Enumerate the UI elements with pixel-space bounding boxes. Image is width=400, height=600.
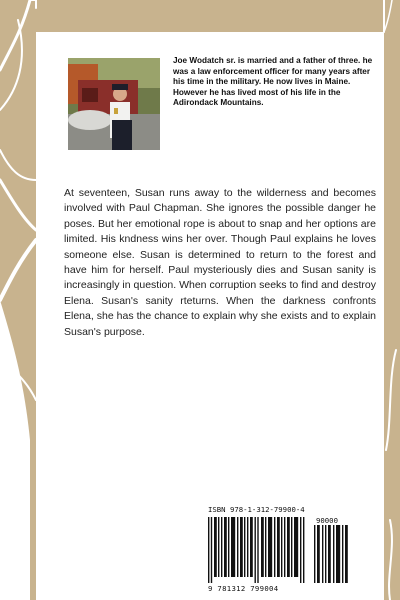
author-bio: Joe Wodatch sr. is married and a father of three. he was a law enforcement officer for many years after his time in the military. He now lives in Maine. However he has lived most of his life in the Adirondack Mountains. — [173, 56, 373, 108]
book-description: At seventeen, Susan runs away to the wilderness and becomes involved with Paul Chapman. She ignores the possible danger he poses. But her emotional rope is about to snap and her options are limited. His kndness wins her over. Though Paul explains he loves someone else. Susan is determined to return to the forest and have him for herself. Paul mysteriously dies and Susan sanity is increasingly in question. When corruption seeks to find and destroy Elena. Susan's sanity rteturns. When the darkness confronts Elena, she has the chance to explain why she exists and to explain Susan's purpose. — [64, 187, 376, 338]
isbn-label: ISBN 978-1-312-79900-4 — [208, 505, 305, 514]
barcode-digits: 9 781312 799004 — [208, 584, 279, 593]
isbn-barcode — [200, 500, 356, 596]
price-code: 90000 — [316, 516, 338, 525]
barcode-bars — [208, 517, 308, 583]
back-cover-panel — [36, 32, 384, 600]
price-barcode-bars — [314, 525, 350, 583]
author-photo — [68, 58, 160, 150]
